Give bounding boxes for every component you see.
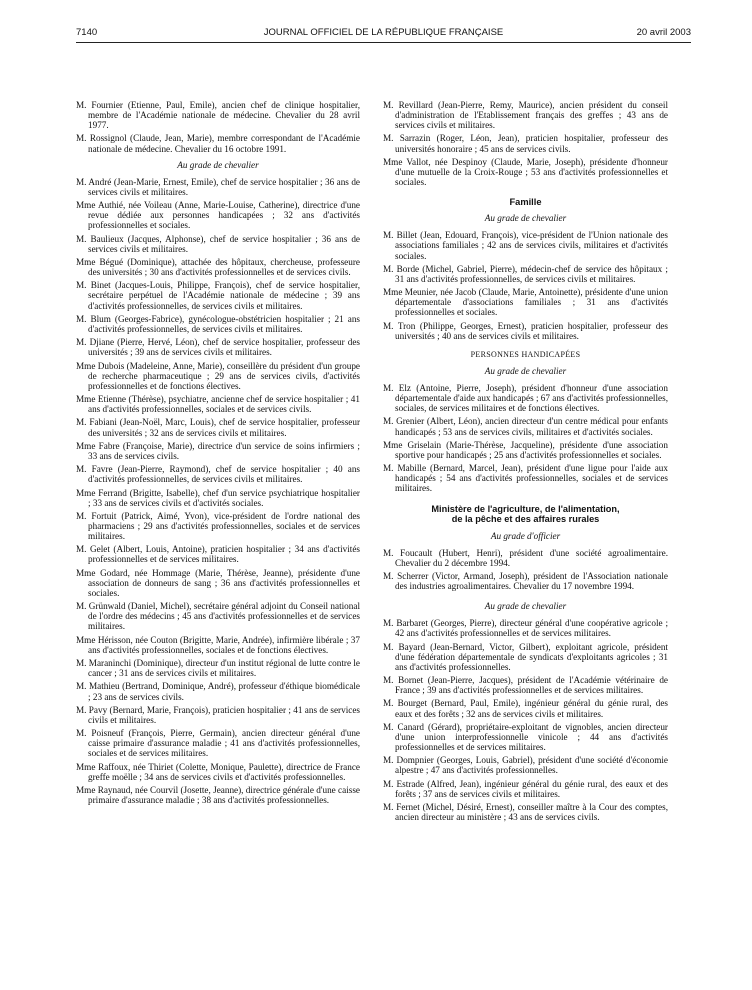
honoree-entry: Mme Raynaud, née Courvil (Josette, Jeanne), directrice générale d'une caisse primaire d'assurance maladie ; 38 ans d'activités professionnelles. [76,785,360,806]
honoree-entry: M. Poisneuf (François, Pierre, Germain), ancien directeur général d'une caisse primaire d'assurance maladie ; 41 ans d'activités professionnelles, sociales et de services militaires. [76,728,360,759]
honoree-entry: M. Baulieux (Jacques, Alphonse), chef de service hospitalier ; 36 ans de services civils et militaires. [76,233,360,254]
honoree-entry: Mme Hérisson, née Couton (Brigitte, Marie, Andrée), infirmière libérale ; 37 ans d'activités professionnelles, sociales et de fonctions électives. [76,634,360,655]
left-chevalier-entries [76,177,360,805]
grade-heading-famille: Au grade de chevalier [484,213,567,224]
honoree-entry: M. Grenier (Albert, Léon), ancien directeur d'un centre médical pour enfants handicapés ; 53 ans de services civils, militaires et d'activités sociales. [383,416,668,437]
honoree-entry: M. Sarrazin (Roger, Léon, Jean), praticien hospitalier, professeur des universités honoraire ; 45 ans de services civils. [383,133,668,154]
honoree-entry: Mme Dubois (Madeleine, Anne, Marie), conseillère du président d'un groupe de recherche pharmaceutique ; 29 ans de services civils, d'activités professionnelles et de fonctions électives. [76,360,360,391]
honoree-entry: M. Elz (Antoine, Pierre, Joseph), président d'honneur d'une association départementale d'aide aux handicapés ; 67 ans d'activités professionnelles, sociales, de services militaires et de fonctions électives. [383,383,668,414]
honoree-entry: M. Favre (Jean-Pierre, Raymond), chef de service hospitalier ; 40 ans d'activités professionnelles, de services civils et militaires. [76,464,360,485]
honoree-entry: M. André (Jean-Marie, Ernest, Emile), chef de service hospitalier ; 36 ans de services civils et militaires. [76,176,360,197]
honoree-entry: Mme Authié, née Voileau (Anne, Marie-Louise, Catherine), directrice d'une revue dédiée aux personnes handicapées ; 32 ans d'activités professionnelles et sociales. [76,200,360,231]
honoree-entry: M. Billet (Jean, Edouard, François), vice-président de l'Union nationale des associations familiales ; 42 ans de services civils, militaires et d'activités sociales. [383,230,668,261]
honoree-entry: M. Estrade (Alfred, Jean), ingénieur général du génie rural, des eaux et des forêts ; 37 ans de services civils et militaires. [383,778,668,799]
grade-heading-chevalier: Au grade de chevalier [177,159,259,170]
honoree-entry: Mme Raffoux, née Thiriet (Colette, Monique, Paulette), directrice de France greffe moëlle ; 34 ans de services civils et d'activités professionnelles. [76,761,360,782]
honoree-entry: M. Fortuit (Patrick, Aimé, Yvon), vice-président de l'ordre national des pharmaciens ; 29 ans d'activités professionnelles, sociales et de services militaires. [76,510,360,542]
journal-title: JOURNAL OFFICIEL DE LA RÉPUBLIQUE FRANÇAISE [263,27,504,38]
grade-heading-officier: Au grade d'officier [490,530,561,541]
section-heading-famille: Famille [509,197,542,208]
honoree-entry: M. Mathieu (Bertrand, Dominique, André), professeur d'éthique biomédicale ; 23 ans de services civils. [76,681,360,702]
handicap-entries [383,383,668,494]
grade-heading-handicap: Au grade de chevalier [484,365,567,376]
grade-heading-chevalier-agri: Au grade de chevalier [484,601,567,612]
header-rule [76,42,691,43]
right-column [383,100,668,825]
ministry-heading [383,504,668,524]
honoree-entry: M. Bornet (Jean-Pierre, Jacques), président de l'Académie vétérinaire de France ; 39 ans d'activités professionnelles et de services militaires. [383,675,668,696]
honoree-entry: Mme Ferrand (Brigitte, Isabelle), chef d'un service psychiatrique hospitalier ; 33 ans de services civils et d'activités sociales. [76,487,360,508]
honoree-entry: M. Maraninchi (Dominique), directeur d'un institut régional de lutte contre le cancer ; 31 ans de services civils et militaires. [76,658,360,679]
honoree-entry: Mme Griselain (Marie-Thérèse, Jacqueline), présidente d'une association sportive pour handicapés ; 25 ans d'activités professionnelles et sociales. [383,439,668,460]
ministry-heading-line1: Ministère de l'agriculture, de l'alimentation, [431,503,620,514]
honoree-entry: M. Gelet (Albert, Louis, Antoine), praticien hospitalier ; 34 ans d'activités professionnelles et de services militaires. [76,544,360,565]
honoree-entry: M. Barbaret (Georges, Pierre), directeur général d'une coopérative agricole ; 42 ans d'activités professionnelles et de services militaires. [383,618,668,639]
honoree-entry: M. Mabille (Bernard, Marcel, Jean), président d'une ligue pour l'aide aux handicapés ; 54 ans d'activités professionnelles, sociales et de services militaires. [383,463,668,494]
honoree-entry: Mme Vallot, née Despinoy (Claude, Marie, Joseph), présidente d'honneur d'une mutuelle de la Croix-Rouge ; 53 ans d'activités professionnelles et sociales. [383,156,668,188]
honoree-entry: Mme Fabre (Françoise, Marie), directrice d'un service de soins infirmiers ; 33 ans de services civils. [76,440,360,461]
left-column [76,100,360,808]
honoree-entry: M. Revillard (Jean-Pierre, Remy, Maurice), ancien président du conseil d'administration de l'Etablissement français des greffes ; 43 ans de services civils et militaires. [383,100,668,131]
honoree-entry: M. Fernet (Michel, Désiré, Ernest), conseiller maître à la Cour des comptes, ancien directeur au ministère ; 43 ans de services civils. [383,802,668,823]
honoree-entry: M. Fournier (Etienne, Paul, Emile), ancien chef de clinique hospitalier, membre de l'Académie nationale de médecine. Chevalier du 28 avril 1977. [76,100,360,131]
honoree-entry: Mme Meunier, née Jacob (Claude, Marie, Antoinette), présidente d'une union départementale d'associations familiales ; 31 ans d'activités professionnelles et sociales. [383,287,668,318]
honoree-entry: M. Fabiani (Jean-Noël, Marc, Louis), chef de service hospitalier, professeur des universités ; 32 ans de services civils et militaires. [76,417,360,438]
ministry-heading-line2: de la pêche et des affaires rurales [451,513,600,524]
honoree-entry: M. Pavy (Bernard, Marie, François), praticien hospitalier ; 41 ans de services civils et militaires. [76,704,360,725]
honoree-entry: M. Tron (Philippe, Georges, Ernest), praticien hospitalier, professeur des universités ; 40 ans de services civils et militaires. [383,320,668,341]
honoree-entry: M. Bourget (Bernard, Paul, Emile), ingénieur général du génie rural, des eaux et des forêts ; 32 ans de services civils et militaires. [383,698,668,719]
honoree-entry: M. Binet (Jacques-Louis, Philippe, François), chef de service hospitalier, secrétaire perpétuel de l'Académie nationale de médecine ; 39 ans d'activités professionnelles, de services civils et militaires. [76,280,360,311]
honoree-entry: M. Bayard (Jean-Bernard, Victor, Gilbert), exploitant agricole, président d'une fédération départementale de syndicats d'exploitants agricoles ; 31 ans d'activités professionnelles. [383,641,668,672]
page-number: 7140 [76,27,98,38]
agri-chevalier-entries [383,618,668,822]
issue-date: 20 avril 2003 [636,27,691,38]
honoree-entry: M. Scherrer (Victor, Armand, Joseph), président de l'Association nationale des industries agroalimentaires. Chevalier du 17 novembre 1994. [383,570,668,592]
page-header [76,27,691,41]
honoree-entry: Mme Bégué (Dominique), attachée des hôpitaux, chercheuse, professeure des universités ; 30 ans d'activités professionnelles et de services civils. [76,256,360,278]
officier-entries [383,548,668,592]
honoree-entry: M. Borde (Michel, Gabriel, Pierre), médecin-chef de service des hôpitaux ; 31 ans d'activités professionnelles, de services civils et militaires. [383,263,668,284]
honoree-entry: Mme Etienne (Thérèse), psychiatre, ancienne chef de service hospitalier ; 41 ans d'activités professionnelles, sociales et de services civils. [76,394,360,415]
right-top-entries [383,100,668,187]
honoree-entry: M. Djiane (Pierre, Hervé, Léon), chef de service hospitalier, professeur des universités ; 39 ans de services civils et militaires. [76,337,360,358]
left-top-entries [76,100,360,154]
famille-entries [383,230,668,341]
section-heading-handicap: PERSONNES HANDICAPÉES [470,349,581,359]
honoree-entry: Mme Godard, née Hommage (Marie, Thérèse, Jeanne), présidente d'une association de donneurs de sang ; 36 ans d'activités professionnelles et sociales. [76,567,360,598]
honoree-entry: M. Dompnier (Georges, Louis, Gabriel), président d'une société d'économie alpestre ; 47 ans d'activités professionnelles. [383,755,668,776]
honoree-entry: M. Blum (Georges-Fabrice), gynécologue-obstétricien hospitalier ; 21 ans d'activités professionnelles, de services civils et militaires. [76,313,360,334]
honoree-entry: M. Rossignol (Claude, Jean, Marie), membre correspondant de l'Académie nationale de médecine. Chevalier du 16 octobre 1991. [76,133,360,154]
honoree-entry: M. Foucault (Hubert, Henri), président d'une société agroalimentaire. Chevalier du 2 décembre 1994. [383,547,668,568]
honoree-entry: M. Grünwald (Daniel, Michel), secrétaire général adjoint du Conseil national de l'ordre des médecins ; 45 ans d'activités professionnelles et de services militaires. [76,601,360,632]
honoree-entry: M. Canard (Gérard), propriétaire-exploitant de vignobles, ancien directeur d'une union interprofessionnelle vinicole ; 44 ans d'activités professionnelles et de services militaires. [383,721,668,753]
